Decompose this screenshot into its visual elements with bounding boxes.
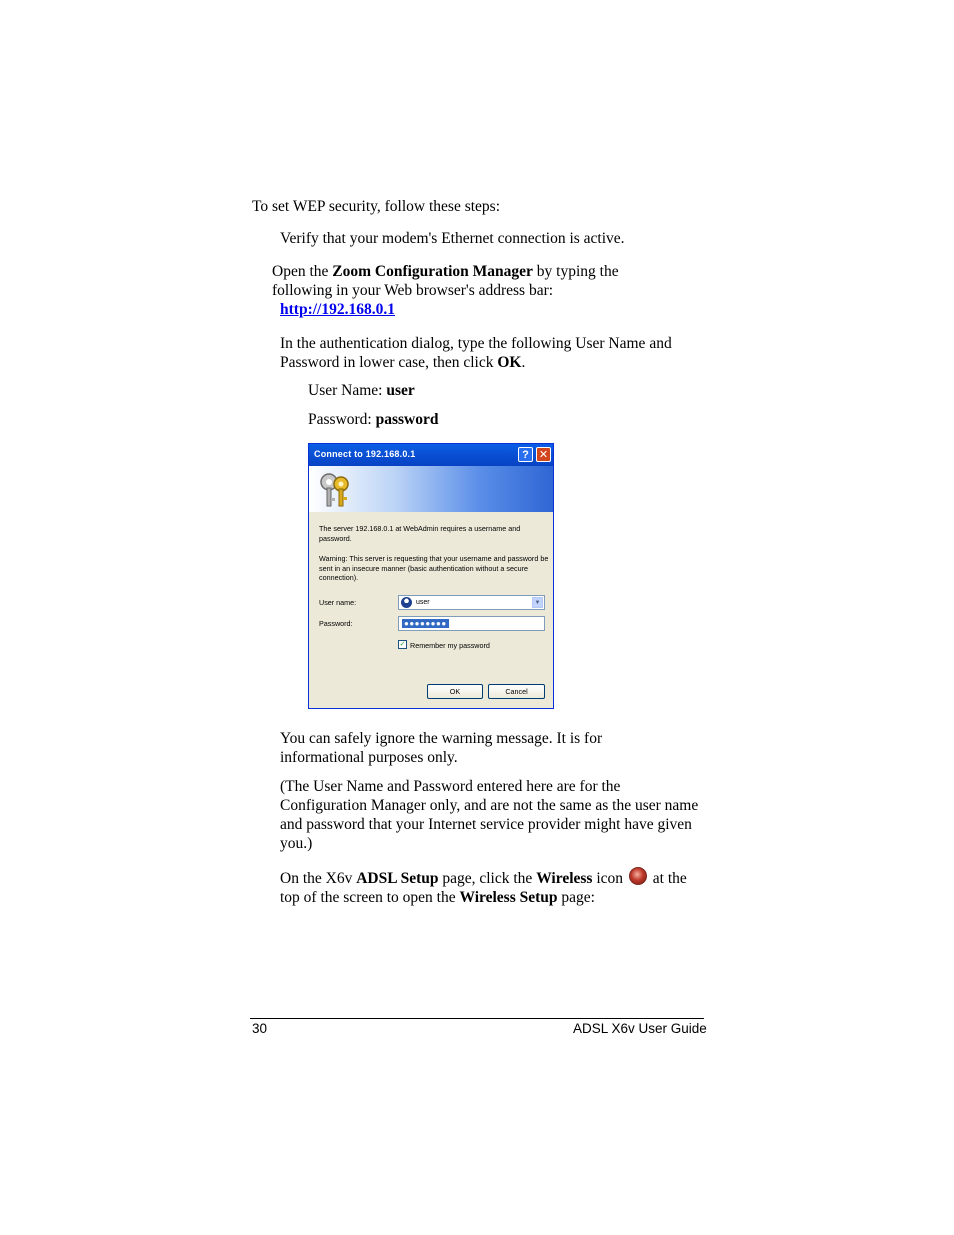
footer-rule — [250, 1018, 704, 1019]
username-label: User name: — [319, 598, 357, 607]
dialog-title: Connect to 192.168.0.1 — [314, 449, 416, 459]
dialog-warning: Warning: This server is requesting that your username and password be sent in an insecure manner (basic authentication without a secure connection). — [319, 554, 549, 583]
remember-password-label: Remember my password — [410, 641, 490, 650]
close-button[interactable]: ✕ — [536, 447, 551, 462]
step-authentication: In the authentication dialog, type the following User Name and Password in lower case, then click OK. — [280, 335, 672, 371]
password-input[interactable] — [398, 616, 545, 631]
zoom-config-manager-label: Zoom Configuration Manager — [332, 263, 533, 280]
cancel-button[interactable]: Cancel — [488, 684, 545, 699]
username-value: user — [416, 599, 430, 606]
document-title: ADSL X6v User Guide — [573, 1021, 707, 1036]
password-value: ●●●●●●●● — [404, 619, 447, 628]
note-ignore-warning: You can safely ignore the warning message. It is for informational purposes only. — [280, 730, 603, 766]
dialog-message: The server 192.168.0.1 at WebAdmin requires a username and password. — [319, 524, 521, 543]
intro-text: To set WEP security, follow these steps: — [252, 198, 501, 215]
keys-icon — [315, 470, 355, 510]
ok-button[interactable]: OK — [427, 684, 483, 699]
password-instruction: Password: password — [308, 411, 439, 428]
dialog-titlebar — [309, 444, 553, 466]
username-instruction: User Name: user — [308, 382, 415, 399]
dialog-body — [309, 512, 553, 709]
chevron-down-icon[interactable]: ▼ — [532, 597, 543, 608]
step-open-manager: Open the Zoom Configuration Manager by typing the following in your Web browser's address bar: — [272, 263, 619, 299]
password-label: Password: — [319, 619, 353, 628]
step-wireless: On the X6v ADSL Setup page, click the Wireless icon at the top of the screen to open the Wireless Setup page: — [280, 867, 700, 907]
remember-password-checkbox[interactable]: ✓ — [399, 641, 406, 648]
help-button[interactable]: ? — [518, 447, 533, 462]
wireless-icon — [629, 867, 647, 885]
auth-dialog — [308, 443, 554, 709]
note-credentials: (The User Name and Password entered here are for the Configuration Manager only, and are not the same as the user name and password that your Internet service provider might have given you.) — [280, 778, 699, 852]
user-avatar-icon — [401, 597, 412, 608]
step-verify: Verify that your modem's Ethernet connection is active. — [280, 230, 625, 247]
page-number: 30 — [252, 1021, 268, 1036]
router-url-link[interactable]: http://192.168.0.1 — [280, 301, 395, 318]
url-line — [280, 300, 395, 319]
username-combobox[interactable] — [398, 595, 545, 610]
